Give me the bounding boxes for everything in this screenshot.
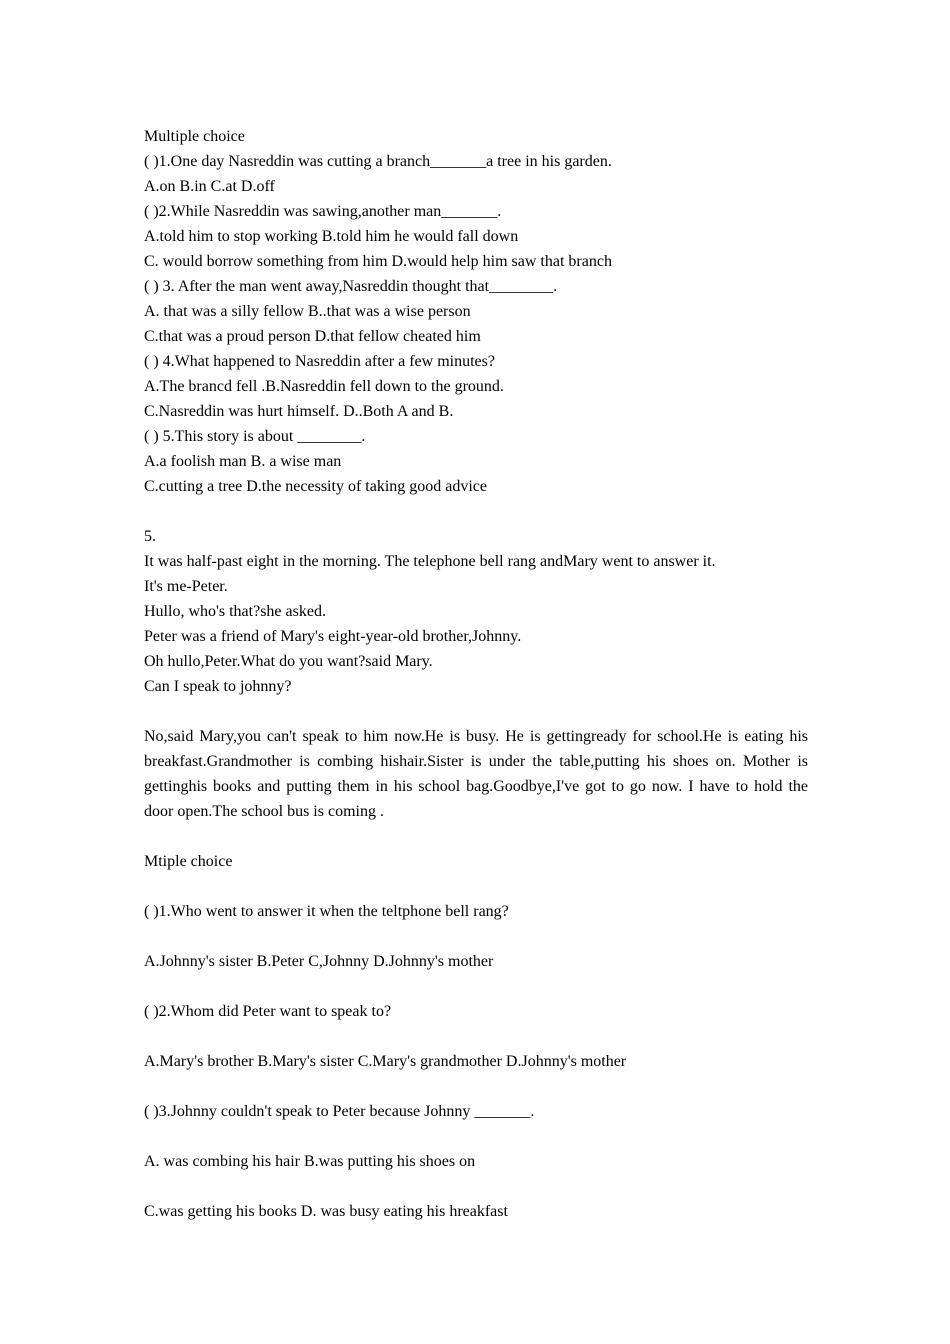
question-1: ( )1.Who went to answer it when the teltphone bell rang? <box>144 903 509 920</box>
options-5-a: A.a foolish man B. a wise man <box>144 453 342 470</box>
story-line: Oh hullo,Peter.What do you want?said Mary. <box>144 653 433 670</box>
story-line: Hullo, who's that?she asked. <box>144 603 326 620</box>
options-2: A.Mary's brother B.Mary's sister C.Mary's grandmother D.Johnny's mother <box>144 1053 627 1070</box>
story-line: It was half-past eight in the morning. The telephone bell rang andMary went to answer it. <box>144 553 716 570</box>
spacer <box>144 699 808 724</box>
section-heading: Multiple choice <box>144 128 245 145</box>
question-3: ( ) 3. After the man went away,Nasreddin thought that________. <box>144 278 558 295</box>
spacer <box>144 1074 808 1099</box>
spacer <box>144 924 808 949</box>
section-number: 5. <box>144 528 156 545</box>
options-5-b: C.cutting a tree D.the necessity of taking good advice <box>144 478 488 495</box>
question-3: ( )3.Johnny couldn't speak to Peter because Johnny _______. <box>144 1103 535 1120</box>
options-1: A.Johnny's sister B.Peter C,Johnny D.Johnny's mother <box>144 953 494 970</box>
options-4-a: A.The brancd fell .B.Nasreddin fell down to the ground. <box>144 378 504 395</box>
question-2: ( )2.Whom did Peter want to speak to? <box>144 1003 392 1020</box>
document-page <box>144 124 808 1224</box>
options-2-b: C. would borrow something from him D.would help him saw that branch <box>144 253 612 270</box>
options-3-b: C.that was a proud person D.that fellow cheated him <box>144 328 481 345</box>
question-4: ( ) 4.What happened to Nasreddin after a few minutes? <box>144 353 495 370</box>
options-4-b: C.Nasreddin was hurt himself. D..Both A and B. <box>144 403 454 420</box>
section-heading: Mtiple choice <box>144 853 233 870</box>
options-3-a: A. that was a silly fellow B..that was a wise person <box>144 303 471 320</box>
question-5: ( ) 5.This story is about ________. <box>144 428 366 445</box>
story-line: It's me-Peter. <box>144 578 228 595</box>
options-2-a: A.told him to stop working B.told him he would fall down <box>144 228 519 245</box>
spacer <box>144 1174 808 1199</box>
spacer <box>144 1024 808 1049</box>
options-3-a: A. was combing his hair B.was putting his shoes on <box>144 1153 476 1170</box>
story-line: Peter was a friend of Mary's eight-year-old brother,Johnny. <box>144 628 522 645</box>
question-2: ( )2.While Nasreddin was sawing,another man_______. <box>144 203 502 220</box>
story-line: Can I speak to johnny? <box>144 678 292 695</box>
spacer <box>144 874 808 899</box>
spacer <box>144 1124 808 1149</box>
spacer <box>144 974 808 999</box>
options-3-b: C.was getting his books D. was busy eating his hreakfast <box>144 1203 508 1220</box>
options-1: A.on B.in C.at D.off <box>144 178 275 195</box>
question-1: ( )1.One day Nasreddin was cutting a branch_______a tree in his garden. <box>144 153 612 170</box>
story-paragraph: No,said Mary,you can't speak to him now.He is busy. He is gettingready for school.He is eating his breakfast.Grandmother is combing hishair.Sister is under the table,putting his shoes on. Mother is gettinghis books and putting them in his school bag.Goodbye,I've got to go now. I have to hold the door open.The school bus is coming . <box>144 728 808 820</box>
spacer <box>144 499 808 524</box>
spacer <box>144 824 808 849</box>
